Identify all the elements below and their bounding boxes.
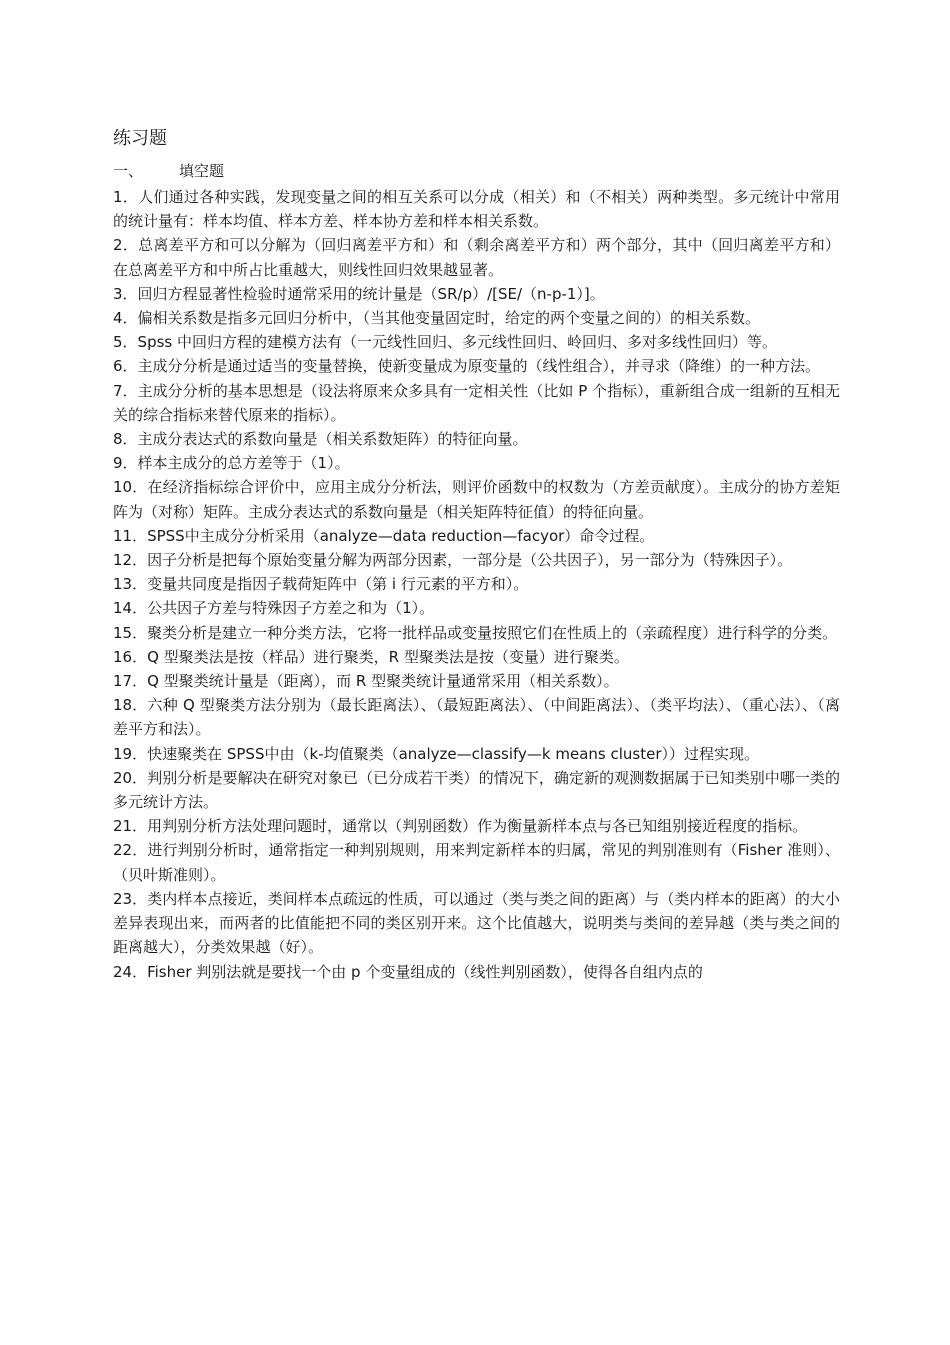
question-3: 3．回归方程显著性检验时通常采用的统计量是（SR/p）/[SE/（n-p-1）]。 [113,284,605,303]
question-24: 24．Fisher 判别法就是要找一个由 p 个变量组成的（线性判别函数），使得各自组内点的 [113,962,703,981]
section-heading [113,159,840,183]
page-title: 练习题 [113,128,167,149]
question-9: 9．样本主成分的总方差等于（1）。 [113,454,350,473]
question-list [113,185,840,984]
question-18: 18．六种 Q 型聚类方法分别为（最长距离法）、（最短距离法）、（中间距离法）、（类平均法）、（重心法）、（离差平方和法）。 [113,696,840,739]
question-11: 11．SPSS中主成分分析采用（analyze—data reduction—facyor）命令过程。 [113,526,655,545]
question-22: 22．进行判别分析时，通常指定一种判别规则，用来判定新样本的归属，常见的判别准则有（Fisher 准则）、（贝叶斯准则）。 [113,841,840,884]
question-7: 7．主成分分析的基本思想是（设法将原来众多具有一定相关性（比如 P 个指标），重新组合成一组新的互相无关的综合指标来替代原来的指标）。 [113,381,840,424]
question-20: 20．判别分析是要解决在研究对象已（已分成若干类）的情况下，确定新的观测数据属于已知类别中哪一类的多元统计方法。 [113,768,840,812]
question-6: 6．主成分分析是通过适当的变量替换，使新变量成为原变量的（线性组合），并寻求（降维）的一种方法。 [113,357,821,376]
question-13: 13．变量共同度是指因子载荷矩阵中（第 i 行元素的平方和）。 [113,575,529,594]
question-23: 23．类内样本点接近，类间样本点疏远的性质，可以通过（类与类之间的距离）与（类内样本的距离）的大小差异表现出来，而两者的比值能把不同的类区别开来。这个比值越大，说明类与类间的差异越（类与类之间的距离越大），分类效果越（好）。 [113,889,840,957]
section-title: 填空题 [179,162,225,180]
question-10: 10．在经济指标综合评价中，应用主成分分析法，则评价函数中的权数为（方差贡献度）。主成分的协方差矩阵为（对称）矩阵。主成分表达式的系数向量是（相关矩阵特征值）的特征向量。 [113,478,840,521]
section-number: 一、 [113,162,144,180]
question-15: 15．聚类分析是建立一种分类方法，它将一批样品或变量按照它们在性质上的（亲疏程度）进行科学的分类。 [113,623,838,642]
question-5: 5．Spss 中回归方程的建模方法有（一元线性回归、多元线性回归、岭回归、多对多线性回归）等。 [113,333,777,352]
question-16: 16．Q 型聚类法是按（样品）进行聚类，R 型聚类法是按（变量）进行聚类。 [113,647,629,666]
question-19: 19．快速聚类在 SPSS中由（k-均值聚类（analyze—classify—k means cluster））过程实现。 [113,744,759,763]
question-2: 2．总离差平方和可以分解为（回归离差平方和）和（剩余离差平方和）两个部分，其中（回归离差平方和）在总离差平方和中所占比重越大，则线性回归效果越显著。 [113,236,840,279]
question-12: 12．因子分析是把每个原始变量分解为两部分因素，一部分是（公共因子），另一部分为（特殊因子）。 [113,551,793,570]
question-1: 1．人们通过各种实践，发现变量之间的相互关系可以分成（相关）和（不相关）两种类型。多元统计中常用的统计量有：样本均值、样本方差、样本协方差和样本相关系数。 [113,188,840,231]
question-4: 4．偏相关系数是指多元回归分析中，（当其他变量固定时，给定的两个变量之间的）的相关系数。 [113,309,761,328]
question-17: 17．Q 型聚类统计量是（距离），而 R 型聚类统计量通常采用（相关系数）。 [113,672,619,691]
question-8: 8．主成分表达式的系数向量是（相关系数矩阵）的特征向量。 [113,430,528,449]
question-14: 14．公共因子方差与特殊因子方差之和为（1）。 [113,599,435,618]
question-21: 21．用判别分析方法处理问题时，通常以（判别函数）作为衡量新样本点与各已知组别接近程度的指标。 [113,817,808,836]
